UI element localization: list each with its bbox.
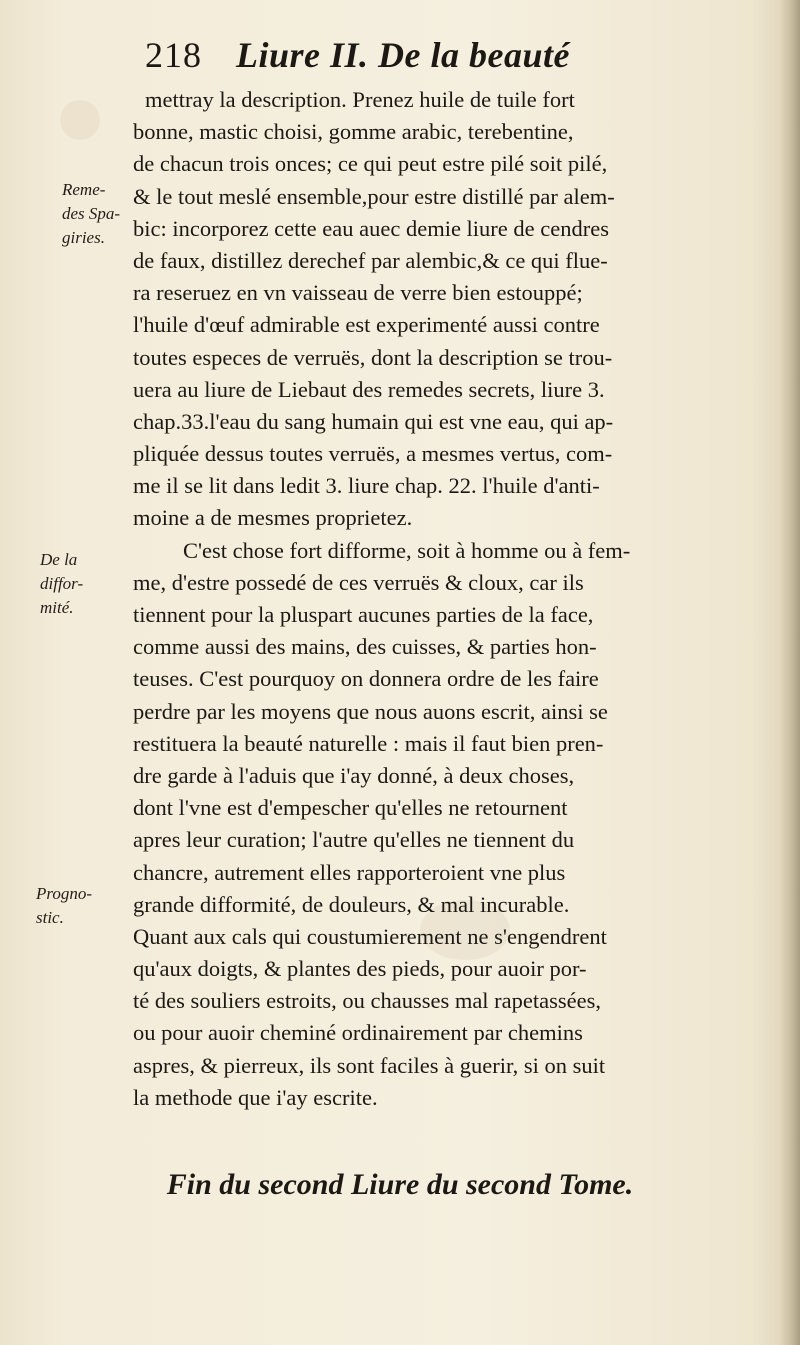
text-line: bonne, mastic choisi, gomme arabic, terebentine, [133,119,574,145]
text-line: dont l'vne est d'empescher qu'elles ne retournent [133,795,568,821]
text-line: Quant aux cals qui coustumierement ne s'engendrent [133,923,607,949]
text-line: & le tout meslé ensemble,pour estre distillé par alem- [133,183,615,209]
text-line: mettray la description. Prenez huile de tuile fort [145,87,575,112]
text-line: chancre, autrement elles rapporteroient vne plus [133,859,566,885]
paragraph-start: C'est chose fort difforme, soit à homme ou à fem- [183,537,631,563]
text-line: qu'aux doigts, & plantes des pieds, pour auoir por- [133,956,587,982]
text-line: de faux, distillez derechef par alembic,& ce qui flue- [133,247,608,273]
text-line: dre garde à l'aduis que i'ay donné, à deux choses, [133,762,575,788]
text-line: moine a de mesmes proprietez. [133,505,413,531]
margin-note-prognostic: Progno- stic. [36,884,93,927]
text-line: teuses. C'est pourquoy on donnera ordre de les faire [133,666,599,692]
text-line: ra reseruez en vn vaisseau de verre bien estouppé; [133,280,583,306]
margin-note-remedes: Reme- des Spa- giries. [62,180,121,247]
text-line: apres leur curation; l'autre qu'elles ne tiennent du [133,827,575,853]
book-end-trailer: Fin du second Liure du second Tome. [166,1168,634,1201]
page-number: 218 [145,35,202,75]
text-line: tiennent pour la pluspart aucunes parties de la face, [133,602,594,627]
margin-note-difformite: De la diffor- mité. [40,550,84,617]
text-line: aspres, & pierreux, ils sont faciles à guerir, si on suit [133,1052,606,1078]
text-line: uera au liure de Liebaut des remedes secrets, liure 3. [133,376,605,402]
text-line: grande difformité, de douleurs, & mal incurable. [133,891,570,917]
text-line: pliquée dessus toutes verruës, a mesmes vertus, com- [133,441,613,467]
text-line: la methode que i'ay escrite. [133,1084,378,1110]
page-gutter-edge [778,0,800,1345]
text-line: me il se lit dans ledit 3. liure chap. 22. l'huile d'anti- [133,473,600,499]
text-line: de chacun trois onces; ce qui peut estre pilé soit pilé, [133,151,608,177]
running-header [145,34,570,82]
text-line: té des souliers estroits, ou chausses mal rapetassées, [133,988,602,1014]
text-line: ou pour auoir cheminé ordinairement par chemins [133,1020,583,1046]
text-line: l'huile d'œuf admirable est experimenté aussi contre [133,312,600,338]
text-line: restituera la beauté naturelle : mais il faut bien pren- [133,730,604,756]
text-line: perdre par les moyens que nous auons escrit, ainsi se [133,698,608,724]
paper-stain [60,100,100,140]
text-line: toutes especes de verruës, dont la description se trou- [133,344,613,370]
running-title: Liure II. De la beauté [236,35,570,75]
text-line: bic: incorporez cette eau auec demie liure de cendres [133,215,609,241]
body-text [133,84,773,1114]
text-line: me, d'estre possedé de ces verruës & cloux, car ils [133,569,584,595]
text-line: comme aussi des mains, des cuisses, & parties hon- [133,634,597,660]
text-line: chap.33.l'eau du sang humain qui est vne eau, qui ap- [133,408,614,434]
